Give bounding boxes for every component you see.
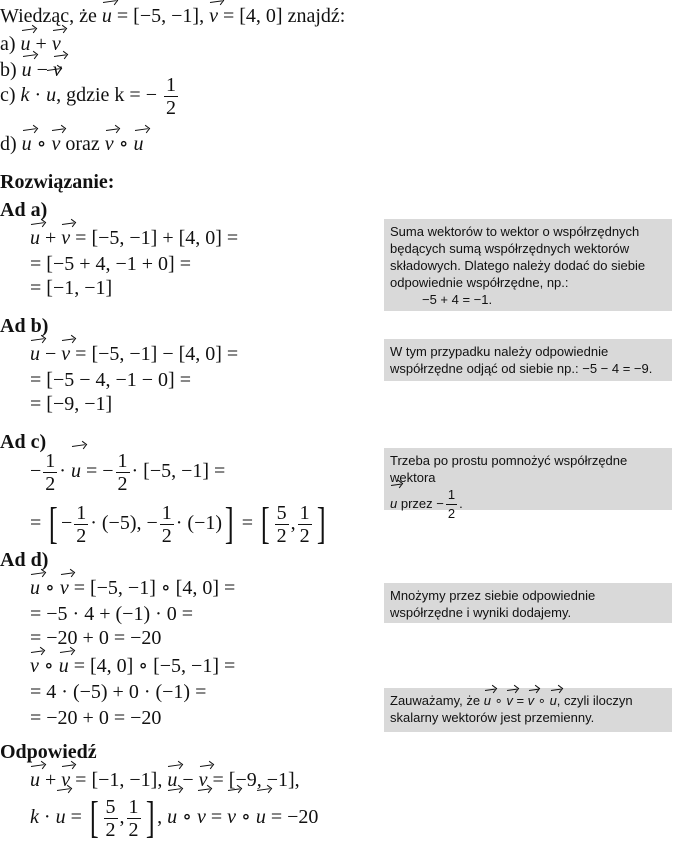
answer-line2: k · u = [ $\frac{5}{2}$ , $\frac{1}{2}$ ] , u ∘ v = v ∘ u = −20 — [30, 793, 319, 843]
vector-v: v — [197, 792, 206, 842]
fraction-half: $\frac{1}{2}$ — [299, 501, 310, 547]
vector-u: u — [46, 72, 56, 118]
op: · — [59, 460, 66, 482]
b-line1 — [30, 342, 238, 366]
note-d2 — [384, 688, 672, 732]
bracket: ] — [316, 499, 326, 549]
vector-u: u — [549, 693, 557, 708]
expr: · (−1) — [175, 512, 223, 534]
heading-b: Ad b) — [0, 315, 49, 337]
expr: · (−5), — [90, 512, 142, 534]
vector-v: v — [61, 343, 71, 365]
expr: = [−5, −1] + [4, 0] = — [75, 227, 239, 249]
vector-v: v — [104, 133, 114, 155]
expr: = [−1, −1], — [75, 769, 163, 791]
solution-heading: Rozwiązanie: — [0, 171, 115, 193]
task-c — [0, 72, 180, 119]
oraz: oraz — [65, 133, 100, 155]
op: ∘ — [537, 693, 546, 708]
fraction-half: $\frac{1}{2}$ — [447, 487, 456, 521]
vector-u: u — [30, 343, 40, 365]
k: k — [20, 84, 30, 106]
c-line2: = [ − $\frac{1}{2}$ · (−5), − $\frac{1}{2}$ · (−1)] = [ $\frac{5}{2}$ , $\frac{1}{2}$ ] — [30, 499, 326, 549]
op: ∘ — [182, 806, 192, 828]
vector-u: u — [390, 487, 397, 521]
op: = — [241, 512, 253, 534]
heading-a: Ad a) — [0, 199, 48, 221]
task-line — [0, 4, 345, 28]
op: − — [60, 512, 73, 534]
fraction-half: $\frac{1}{2}$ — [161, 501, 172, 547]
vector-v: v — [51, 33, 61, 55]
answer-heading: Odpowiedź — [0, 741, 97, 763]
op: = — [85, 460, 98, 482]
d-line1 — [30, 576, 235, 600]
fraction-five-halves: $\frac{5}{2}$ — [276, 501, 287, 547]
note-c: Trzeba po prostu pomnożyć współrzędne wektora u przez − $\frac{1}{2}$ . — [384, 448, 672, 510]
a-line2: = [−5 + 4, −1 + 0] = — [30, 253, 191, 275]
op: = — [210, 806, 223, 828]
note-a-text: Suma wektorów to wektor o współrzędnych będących sumą współrzędnych wektorów składowych. Dlatego należy dodać do siebie odpowiednie współrzędne, np.: — [390, 224, 646, 290]
fraction-half: $\frac{1}{2}$ — [117, 449, 128, 495]
note-c-text: Trzeba po prostu pomnożyć współrzędne wektora — [390, 453, 628, 485]
op: ∘ — [45, 577, 55, 599]
task-a — [0, 32, 61, 56]
heading-d: Ad d) — [0, 549, 49, 571]
bracket: ] — [224, 499, 234, 549]
op: + — [35, 33, 47, 55]
vector-u: u — [58, 655, 69, 677]
vector-u: u — [30, 227, 40, 249]
vector-v: v — [527, 693, 535, 708]
bracket: [ — [89, 793, 99, 843]
vector-v: v — [198, 769, 208, 791]
op: − — [182, 769, 194, 791]
vector-u: u — [101, 5, 112, 27]
task-d — [0, 132, 144, 156]
fraction-half: $\frac{1}{2}$ — [45, 449, 56, 495]
op: − — [45, 343, 57, 365]
vector-v: v — [209, 5, 218, 27]
op: ∘ — [494, 693, 503, 708]
vector-u: u — [20, 33, 31, 55]
op: + — [45, 769, 57, 791]
v-value: = [4, 0] znajdź: — [222, 5, 346, 27]
bracket: [ — [260, 499, 270, 549]
heading-c: Ad c) — [0, 431, 47, 453]
vector-u: u — [256, 792, 266, 842]
a-line3: = [−1, −1] — [30, 277, 113, 299]
vector-v: v — [506, 693, 513, 708]
vector-u: u — [167, 769, 178, 791]
vector-v: v — [59, 577, 69, 599]
expr: · [−5, −1] = — [131, 460, 226, 482]
note-a — [384, 219, 672, 311]
label-c: c) — [0, 84, 16, 106]
note-d2-text: Zauważamy, że — [390, 693, 481, 708]
vector-u: u — [30, 769, 40, 791]
note-b-text: W tym przypadku należy odpowiednie współrzędne odjąć od siebie np.: −5 − 4 = −9. — [390, 344, 653, 376]
a-line1 — [30, 226, 238, 250]
op: · — [34, 84, 42, 106]
bracket: ] — [145, 793, 155, 843]
expr: = −20 — [270, 806, 319, 828]
note-c-text2: przez − — [400, 495, 444, 511]
op: + — [45, 227, 57, 249]
note-d1-text: Mnożymy przez siebie odpowiednie współrzędne i wyniki dodajemy. — [390, 588, 596, 620]
vector-u: u — [167, 792, 177, 842]
vector-v: v — [61, 769, 71, 791]
op: ∘ — [118, 133, 129, 155]
u-value: = [−5, −1], — [116, 5, 205, 27]
op: − — [146, 512, 158, 534]
bracket: [ — [49, 499, 59, 549]
expr: = [−9, −1], — [212, 769, 300, 791]
op: = — [516, 693, 525, 708]
d-line6: = −20 + 0 = −20 — [30, 707, 162, 729]
op: ∘ — [36, 133, 47, 155]
vector-v: v — [51, 133, 61, 155]
d-line5: = 4 · (−5) + 0 · (−1) = — [30, 681, 207, 703]
op: − — [30, 460, 42, 482]
vector-v: v — [52, 59, 62, 81]
vector-u: u — [21, 133, 32, 155]
op: · — [43, 806, 51, 828]
expr: = [−5, −1] − [4, 0] = — [75, 343, 239, 365]
vector-u: u — [56, 792, 66, 842]
k: k — [30, 806, 39, 828]
vector-v: v — [30, 655, 39, 677]
fraction-half: $\frac{1}{2}$ — [128, 795, 139, 841]
op: = — [70, 806, 82, 828]
vector-v: v — [227, 792, 236, 842]
c-line1 — [30, 448, 225, 495]
b-line2: = [−5 − 4, −1 − 0] = — [30, 369, 191, 391]
fraction-half: $\frac{1}{2}$ — [76, 501, 87, 547]
vector-v: v — [61, 227, 71, 249]
label-d: d) — [0, 133, 17, 155]
d-line4 — [30, 654, 235, 678]
label-b: b) — [0, 59, 17, 81]
label-a: a) — [0, 33, 16, 55]
op: ∘ — [43, 655, 54, 677]
fraction-five-halves: $\frac{5}{2}$ — [105, 795, 116, 841]
expr: = [−5, −1] ∘ [4, 0] = — [73, 577, 236, 599]
b-line3: = [−9, −1] — [30, 393, 113, 415]
expr: = [4, 0] ∘ [−5, −1] = — [73, 655, 236, 677]
op: − — [36, 59, 48, 81]
d-line2: = −5 · 4 + (−1) · 0 = — [30, 603, 194, 625]
vector-u: u — [133, 133, 144, 155]
vector-u: u — [71, 448, 81, 494]
fraction-half: $\frac{1}{2}$ — [165, 73, 176, 119]
c-text: , gdzie k = − — [56, 84, 157, 106]
d-line3: = −20 + 0 = −20 — [30, 627, 162, 649]
vector-u: u — [30, 577, 40, 599]
vector-u: u — [483, 693, 491, 708]
task-intro: Wiedząc, że — [0, 5, 97, 27]
op: ∘ — [241, 806, 251, 828]
vector-u: u — [21, 59, 32, 81]
op: = — [30, 512, 42, 534]
note-d2-text2: , czyli iloczyn skalarny wektorów jest przemienny. — [390, 693, 633, 725]
op: − — [102, 460, 114, 482]
note-a-example: −5 + 4 = −1. — [422, 292, 493, 307]
note-d1 — [384, 583, 672, 623]
note-b — [384, 339, 672, 381]
